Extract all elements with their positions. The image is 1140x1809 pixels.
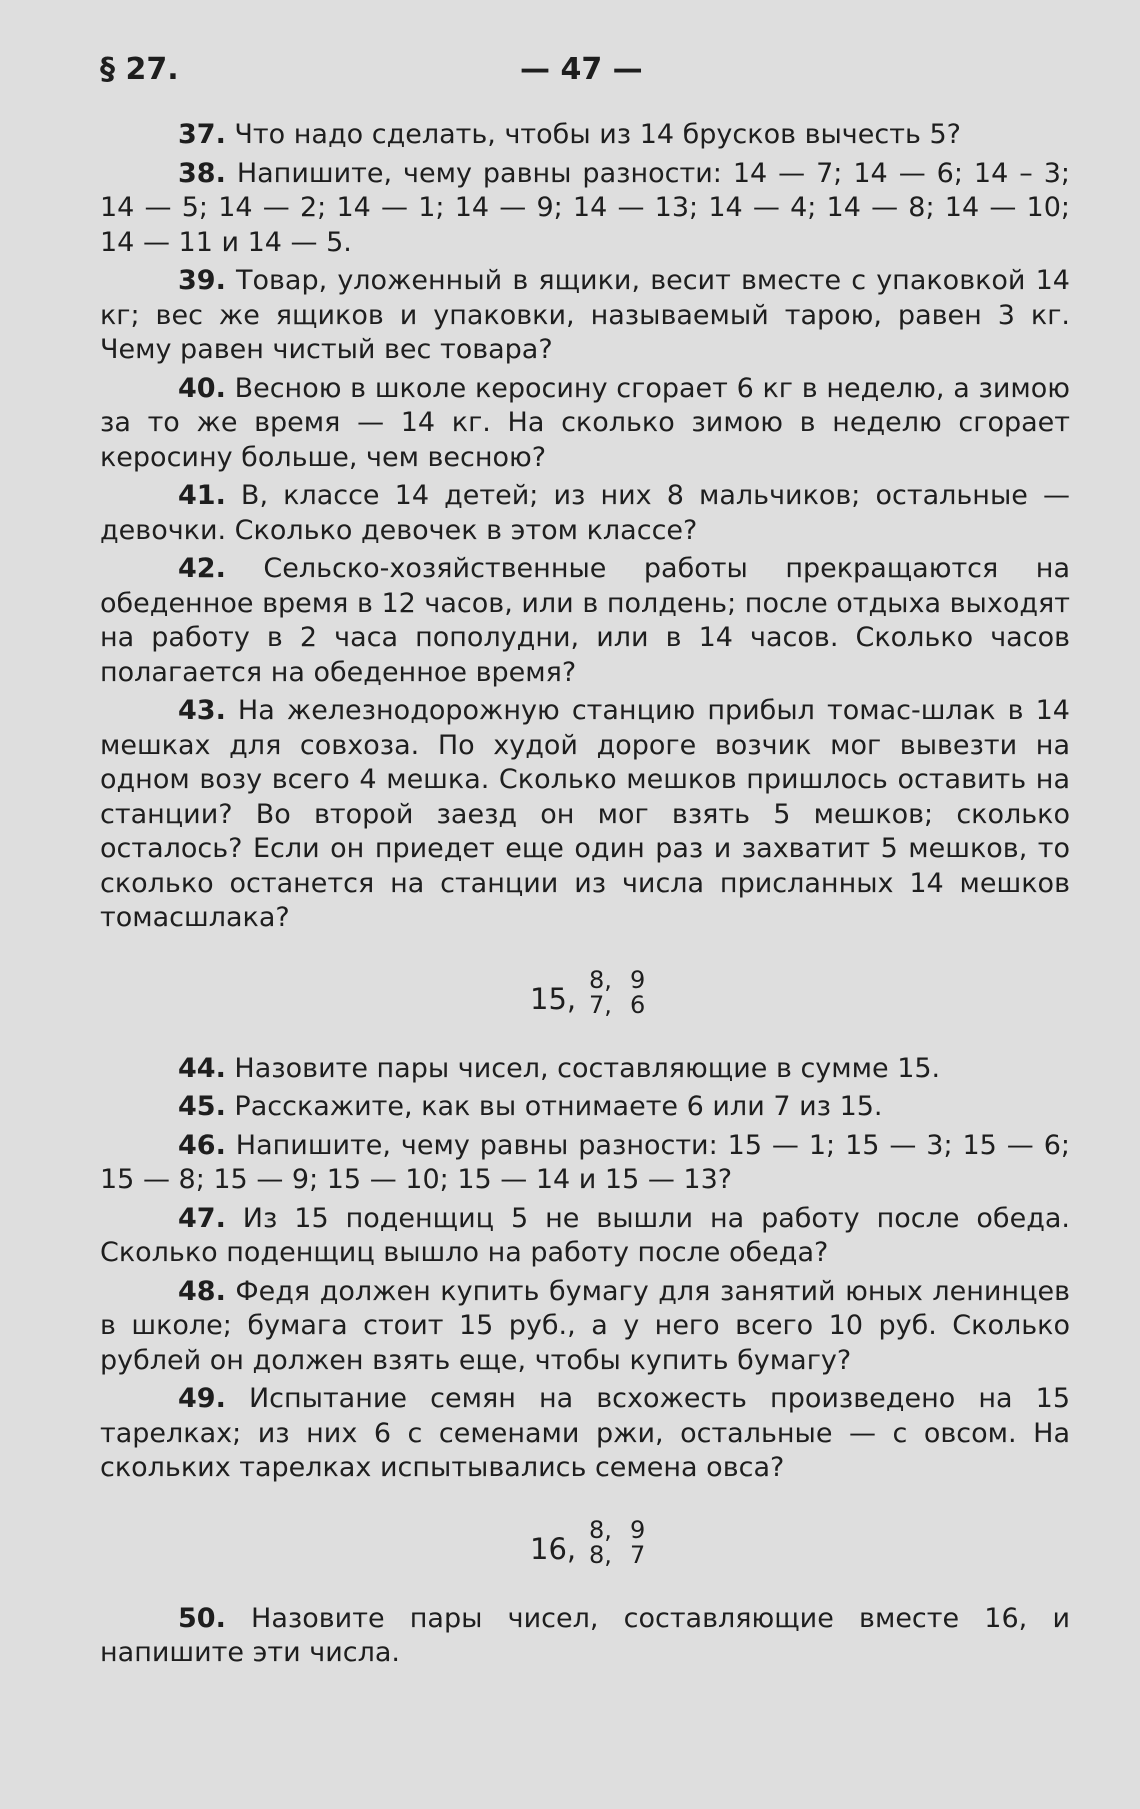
- formula-top: 9: [630, 1515, 646, 1544]
- problem-47: [100, 1202, 1070, 1271]
- problem-text: Расскажите, как вы отнимаете 6 или 7 из 15.: [225, 1091, 883, 1122]
- formula-top: 8,: [589, 1515, 612, 1544]
- problem-42: [100, 552, 1070, 690]
- problem-text: Весною в школе керосину сгорает 6 кг в неделю, а зимою за то же время — 14 кг. На сколько зимою в неделю сгорает керосину больше, чем весною?: [100, 372, 1070, 473]
- problem-text: Назовите пары чисел, составляющие вместе 16, и напишите эти числа.: [100, 1602, 1070, 1668]
- problem-text: Федя должен купить бумагу для занятий юных ленинцев в школе; бумага стоит 15 руб., а у него всего 10 руб. Сколько рублей он должен взять еще, чтобы купить бумагу?: [100, 1275, 1070, 1376]
- problem-text: Сельско-хозяйственные работы прекращаются на обеденное время в 12 часов, или в полдень; после отдыха выходят на работу в 2 часа пополудни, или в 14 часов. Сколько часов полагается на обеденное время?: [100, 553, 1070, 688]
- formula-bottom: 7: [630, 1540, 646, 1569]
- problem-40: [100, 372, 1070, 476]
- problem-number: 39.: [178, 265, 226, 296]
- section-number: § 27.: [100, 52, 179, 87]
- formula-top: 9: [630, 965, 646, 994]
- formula-bottom: 8,: [589, 1540, 612, 1569]
- problem-number: 38.: [178, 157, 226, 189]
- page-body: [100, 118, 1070, 1675]
- problem-text: Испытание семян на всхожесть произведено на 15 тарелках; из них 6 с семенами ржи, остальные — с овсом. На скольких тарелках испытывались семена овса?: [100, 1383, 1070, 1483]
- problem-text: На железнодорожную станцию прибыл томас-шлак в 14 мешках для совхоза. По худой дороге возчик мог вывезти на одном возу всего 4 мешка. Сколько мешков пришлось оставить на станции? Во второй заезд он мог взять 5 мешков; сколько осталось? Если он приедет еще один раз и захватит 5 мешков, то сколько останется на станции из числа присланных 14 мешков томасшлака?: [100, 695, 1070, 933]
- formula-column-2: [630, 965, 666, 1019]
- formula-column-2: [630, 1515, 666, 1569]
- problem-45: [100, 1090, 1070, 1125]
- problem-number: 40.: [178, 372, 226, 404]
- problem-number: 48.: [178, 1275, 226, 1307]
- formula-bottom: 7,: [589, 990, 612, 1019]
- problem-number: 37.: [178, 119, 226, 150]
- problem-text: Напишите, чему равны разности: 14 — 7; 14 — 6; 14 – 3; 14 — 5; 14 — 2; 14 — 1; 14 — 9; 14 — 13; 14 — 4; 14 — 8; 14 — 10; 14 — 11 и 14 — 5.: [100, 157, 1070, 258]
- problem-43: [100, 694, 1070, 936]
- problem-number: 47.: [178, 1202, 226, 1234]
- problem-number: 41.: [178, 480, 226, 511]
- problem-text: Из 15 поденщиц 5 не вышли на работу после обеда. Сколько поденщиц вышло на работу после обеда?: [100, 1202, 1070, 1268]
- problem-50: [100, 1602, 1070, 1671]
- number-composition-16: [100, 1490, 1070, 1602]
- problem-44: [100, 1052, 1070, 1087]
- problem-number: 46.: [178, 1129, 226, 1161]
- problem-number: 50.: [178, 1602, 226, 1634]
- problem-37: [100, 118, 1070, 153]
- problem-text: Назовите пары чисел, составляющие в сумме 15.: [225, 1052, 941, 1084]
- problem-38: [100, 157, 1070, 261]
- problem-49: [100, 1382, 1070, 1486]
- problem-text: Напишите, чему равны разности: 15 — 1; 15 — 3; 15 — 6; 15 — 8; 15 — 9; 15 — 10; 15 — 14 и 15 — 13?: [100, 1129, 1070, 1195]
- formula-top: 8,: [589, 965, 612, 994]
- problem-text: В, классе 14 детей; из них 8 мальчиков; остальные — девочки. Сколько девочек в этом классе?: [100, 480, 1070, 546]
- problem-text: Товар, уложенный в ящики, весит вместе с упаковкой 14 кг; вес же ящиков и упаковки, называемый тарою, равен 3 кг. Чему равен чистый вес товара?: [100, 265, 1070, 365]
- problem-46: [100, 1129, 1070, 1198]
- problem-41: [100, 479, 1070, 548]
- problem-number: 42.: [178, 553, 226, 584]
- problem-48: [100, 1275, 1070, 1379]
- formula-lead: 15,: [530, 981, 577, 1016]
- formula-column-1: [589, 965, 625, 1019]
- page-number: — 47 —: [520, 52, 643, 87]
- formula-lead: 16,: [530, 1531, 577, 1566]
- problem-number: 43.: [178, 695, 226, 726]
- formula-bottom: 6: [630, 990, 646, 1019]
- problem-39: [100, 264, 1070, 368]
- problem-number: 44.: [178, 1052, 226, 1084]
- problem-text: Что надо сделать, чтобы из 14 брусков вычесть 5?: [225, 119, 961, 150]
- problem-number: 49.: [178, 1383, 226, 1414]
- page-header: [100, 52, 1070, 102]
- number-composition-15: [100, 940, 1070, 1052]
- problem-number: 45.: [178, 1091, 226, 1122]
- formula-column-1: [589, 1515, 625, 1569]
